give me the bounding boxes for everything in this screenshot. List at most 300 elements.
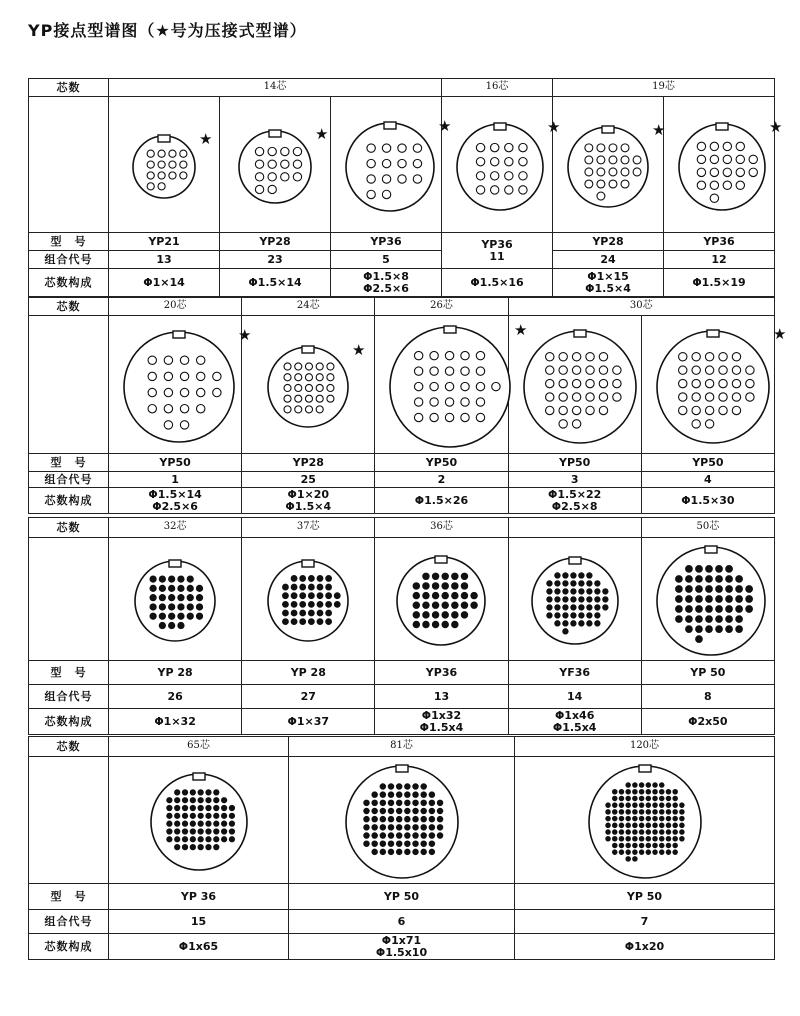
pin	[619, 803, 623, 807]
model-cell: YP 50	[515, 884, 775, 910]
pin	[461, 382, 469, 390]
pin	[559, 352, 567, 360]
pin	[719, 406, 727, 414]
pin	[180, 404, 188, 412]
pin	[652, 837, 656, 841]
pin	[205, 805, 210, 810]
pin	[685, 596, 692, 603]
pin	[692, 419, 700, 427]
pin	[147, 160, 154, 167]
pin	[490, 185, 498, 193]
group-header: 81芯	[289, 737, 515, 757]
pin	[255, 172, 263, 180]
pin	[692, 365, 700, 373]
pin	[148, 372, 156, 380]
comp-line: Φ1.5×8	[363, 269, 409, 283]
pin	[295, 373, 302, 380]
key-notch	[173, 331, 185, 338]
pin	[477, 351, 485, 359]
pin	[150, 604, 156, 610]
pin	[159, 622, 165, 628]
model-cell: YP36	[331, 233, 442, 251]
pin	[570, 621, 575, 626]
pin	[715, 586, 722, 593]
pin	[646, 823, 650, 827]
pin	[609, 143, 617, 151]
pin	[316, 395, 323, 402]
code-cell: 26	[109, 685, 242, 709]
pin	[585, 180, 593, 188]
pin	[685, 576, 692, 583]
pin	[429, 841, 434, 846]
star-icon: ★	[438, 116, 452, 135]
pin	[621, 180, 629, 188]
pin	[621, 155, 629, 163]
pin	[367, 174, 375, 182]
pin	[148, 404, 156, 412]
pin	[652, 803, 656, 807]
pin	[159, 604, 165, 610]
pin	[726, 566, 733, 573]
pin	[612, 790, 616, 794]
pin	[415, 351, 423, 359]
comp-line: Φ2.5×8	[551, 499, 598, 513]
pin	[685, 566, 692, 573]
pin	[736, 586, 743, 593]
pin	[388, 784, 393, 789]
pin	[380, 825, 385, 830]
pin	[363, 800, 368, 805]
pin	[672, 810, 676, 814]
pin	[316, 373, 323, 380]
model-cell: YP21	[109, 233, 220, 251]
pin	[213, 813, 218, 818]
pin	[492, 382, 500, 390]
pin	[433, 621, 439, 627]
pin	[605, 810, 609, 814]
connector-outline	[268, 561, 348, 641]
pin	[158, 171, 165, 178]
pin	[396, 816, 401, 821]
pin	[562, 605, 567, 610]
pin	[317, 619, 323, 625]
connector-face	[224, 122, 329, 208]
pin	[437, 816, 442, 821]
code-cell: 13	[109, 251, 220, 269]
connector-diagram	[242, 316, 375, 454]
pin	[675, 596, 682, 603]
pin	[221, 837, 226, 842]
pin	[190, 790, 195, 795]
pin	[281, 147, 289, 155]
pin	[388, 849, 393, 854]
comp-cell	[109, 488, 242, 514]
pin	[476, 143, 484, 151]
pin	[284, 395, 291, 402]
section-4	[28, 736, 775, 960]
composition-label: 芯数构成	[29, 709, 109, 735]
pin	[559, 365, 567, 373]
pin	[306, 373, 313, 380]
group-header: 19芯	[553, 79, 775, 97]
pin	[477, 366, 485, 374]
pin	[380, 808, 385, 813]
pin	[586, 597, 591, 602]
group-header: 32芯	[109, 518, 242, 538]
connector-outline	[346, 123, 434, 211]
code-cell: 3	[508, 472, 641, 488]
pin	[632, 810, 636, 814]
pin	[632, 823, 636, 827]
connector-face	[442, 115, 561, 215]
pin	[430, 382, 438, 390]
star-icon: ★	[352, 340, 366, 359]
model-cell: YP 50	[289, 884, 515, 910]
connector-face	[553, 118, 666, 212]
pin	[632, 837, 636, 841]
pin	[562, 613, 567, 618]
pin	[572, 406, 580, 414]
pin	[423, 621, 429, 627]
pin	[158, 160, 165, 167]
pin	[605, 803, 609, 807]
model-cell: YP 28	[242, 661, 375, 685]
pin	[605, 837, 609, 841]
pin	[295, 395, 302, 402]
pin	[446, 351, 454, 359]
page-title: YP接点型谱图（★号为压接式型谱）	[28, 21, 307, 40]
pin	[182, 805, 187, 810]
code-cell: 5	[331, 251, 442, 269]
pin	[147, 182, 154, 189]
pin	[178, 613, 184, 619]
pin	[423, 612, 429, 618]
pin	[585, 352, 593, 360]
comp-line: Φ1.5×4	[285, 499, 332, 513]
key-notch	[602, 126, 614, 133]
pin	[705, 406, 713, 414]
pin	[652, 843, 656, 847]
pin	[609, 180, 617, 188]
pin	[646, 850, 650, 854]
pin	[178, 576, 184, 582]
pin	[388, 800, 393, 805]
pin	[174, 845, 179, 850]
connector-diagram	[289, 757, 515, 884]
code-label: 组合代号	[29, 685, 109, 709]
pin	[710, 194, 718, 202]
pin	[229, 837, 234, 842]
empty-cell	[29, 316, 109, 454]
pin	[505, 185, 513, 193]
pin	[413, 143, 421, 151]
pin	[570, 573, 575, 578]
model-cell: YP28	[220, 233, 331, 251]
pin	[666, 796, 670, 800]
comp-cell: Φ1x20	[515, 934, 775, 960]
pin	[609, 155, 617, 163]
star-icon: ★	[547, 117, 561, 136]
pin	[159, 576, 165, 582]
pin	[166, 805, 171, 810]
pin	[695, 596, 702, 603]
pin	[187, 585, 193, 591]
connector-diagram	[375, 316, 528, 454]
comp-cell: Φ1×37	[242, 709, 375, 735]
pin	[632, 830, 636, 834]
pin	[490, 171, 498, 179]
pin	[572, 379, 580, 387]
key-notch	[396, 765, 408, 772]
pin	[554, 589, 559, 594]
pin	[380, 833, 385, 838]
pin	[545, 352, 553, 360]
connector-diagram	[375, 538, 508, 661]
pin	[612, 823, 616, 827]
pin	[726, 576, 733, 583]
pin	[697, 181, 705, 189]
pin	[442, 592, 448, 598]
pin	[462, 612, 468, 618]
pin	[639, 823, 643, 827]
pin	[412, 833, 417, 838]
pin	[221, 805, 226, 810]
pin	[559, 419, 567, 427]
comp-line: Φ2.5×6	[152, 499, 198, 513]
pin	[471, 602, 477, 608]
pin	[412, 841, 417, 846]
connector-diagram	[242, 538, 375, 661]
pin	[423, 602, 429, 608]
pin	[732, 392, 740, 400]
pin	[300, 610, 306, 616]
key-notch	[574, 330, 586, 337]
pin	[745, 379, 753, 387]
pin	[639, 790, 643, 794]
pin	[719, 352, 727, 360]
code-cell: 27	[242, 685, 375, 709]
pin	[736, 616, 743, 623]
connector-outline	[457, 124, 543, 210]
pin	[639, 796, 643, 800]
connector-outline	[589, 766, 701, 878]
cores-label: 芯数	[29, 737, 109, 757]
pin	[292, 584, 298, 590]
pin	[461, 397, 469, 405]
comp-cell: Φ1.5×14	[220, 269, 331, 297]
pin	[546, 581, 551, 586]
pin	[213, 790, 218, 795]
pin	[421, 841, 426, 846]
pin	[433, 573, 439, 579]
pin	[562, 621, 567, 626]
group-header: 65芯	[109, 737, 289, 757]
pin	[213, 845, 218, 850]
pin	[685, 586, 692, 593]
pin	[736, 181, 744, 189]
pin	[197, 372, 205, 380]
pin	[363, 816, 368, 821]
code-cell: 15	[109, 910, 289, 934]
pin	[652, 796, 656, 800]
pin	[429, 849, 434, 854]
pin	[442, 602, 448, 608]
pin	[578, 597, 583, 602]
pin	[672, 850, 676, 854]
connector-diagram	[641, 316, 787, 454]
connector-diagram	[331, 97, 452, 233]
pin	[268, 160, 276, 168]
pin	[306, 405, 313, 412]
pin	[293, 160, 301, 168]
pin	[396, 800, 401, 805]
pin	[430, 351, 438, 359]
pin	[652, 783, 656, 787]
pin	[632, 850, 636, 854]
pin	[672, 790, 676, 794]
pin	[300, 593, 306, 599]
pin	[404, 792, 409, 797]
pin	[586, 613, 591, 618]
pin	[685, 616, 692, 623]
pin	[284, 362, 291, 369]
pin	[398, 159, 406, 167]
pin	[599, 379, 607, 387]
pin	[719, 392, 727, 400]
pin	[602, 589, 607, 594]
pin	[169, 160, 176, 167]
pin	[726, 606, 733, 613]
pin	[572, 419, 580, 427]
comp-line: Φ1.5x10	[375, 945, 428, 959]
pin	[675, 586, 682, 593]
pin	[433, 602, 439, 608]
pin	[309, 584, 315, 590]
pin	[685, 606, 692, 613]
pin	[652, 816, 656, 820]
pin	[666, 816, 670, 820]
pin	[306, 362, 313, 369]
pin	[570, 613, 575, 618]
pin	[187, 604, 193, 610]
code-cell: 1	[109, 472, 242, 488]
pin	[388, 833, 393, 838]
connector-face	[253, 552, 363, 646]
pin	[388, 792, 393, 797]
pin	[705, 596, 712, 603]
pin	[421, 833, 426, 838]
pin	[382, 174, 390, 182]
pin	[421, 800, 426, 805]
pin	[166, 798, 171, 803]
pin	[546, 589, 551, 594]
pin	[519, 143, 527, 151]
pin	[562, 589, 567, 594]
key-notch	[716, 123, 728, 130]
pin	[619, 790, 623, 794]
pin	[429, 800, 434, 805]
comp-cell: Φ1x65	[109, 934, 289, 960]
pin	[749, 168, 757, 176]
pin	[205, 821, 210, 826]
pin	[414, 621, 420, 627]
model-cell: YP28	[242, 454, 375, 472]
comp-cell	[242, 488, 375, 514]
pin	[572, 365, 580, 373]
comp-line: Φ2.5×6	[363, 281, 409, 295]
pin	[169, 150, 176, 157]
pin	[675, 616, 682, 623]
pin	[182, 813, 187, 818]
pin	[597, 155, 605, 163]
pin	[736, 142, 744, 150]
connector-face	[574, 757, 716, 883]
key-notch	[169, 560, 181, 567]
pin	[639, 810, 643, 814]
connector-face	[509, 322, 651, 448]
pin	[446, 413, 454, 421]
connector-diagram	[109, 316, 252, 454]
pin	[602, 597, 607, 602]
pin	[197, 585, 203, 591]
pin	[283, 584, 289, 590]
pin	[169, 604, 175, 610]
pin	[198, 837, 203, 842]
pin	[679, 823, 683, 827]
pin	[415, 413, 423, 421]
pin	[672, 816, 676, 820]
pin	[174, 829, 179, 834]
group-header: 36芯	[375, 518, 508, 538]
pin	[572, 392, 580, 400]
pin	[335, 601, 341, 607]
pin	[695, 606, 702, 613]
pin	[554, 613, 559, 618]
pin	[461, 366, 469, 374]
pin	[182, 821, 187, 826]
model-cell: YP50	[375, 454, 508, 472]
pin	[268, 147, 276, 155]
pin	[380, 792, 385, 797]
pin	[599, 392, 607, 400]
pin	[442, 612, 448, 618]
pin	[423, 573, 429, 579]
pin	[519, 171, 527, 179]
pin	[284, 384, 291, 391]
pin	[715, 596, 722, 603]
pin	[625, 790, 629, 794]
pin	[471, 592, 477, 598]
model-label: 型 号	[29, 233, 109, 251]
pin	[719, 365, 727, 373]
pin	[221, 821, 226, 826]
pin	[388, 808, 393, 813]
pin	[442, 621, 448, 627]
pin	[594, 613, 599, 618]
pin	[429, 825, 434, 830]
pin	[166, 837, 171, 842]
pin	[726, 596, 733, 603]
pin	[652, 823, 656, 827]
pin	[659, 823, 663, 827]
pin	[705, 616, 712, 623]
pin	[229, 805, 234, 810]
composition-label: 芯数构成	[29, 269, 109, 297]
pin	[166, 821, 171, 826]
pin	[412, 800, 417, 805]
pin	[309, 593, 315, 599]
pin	[736, 596, 743, 603]
